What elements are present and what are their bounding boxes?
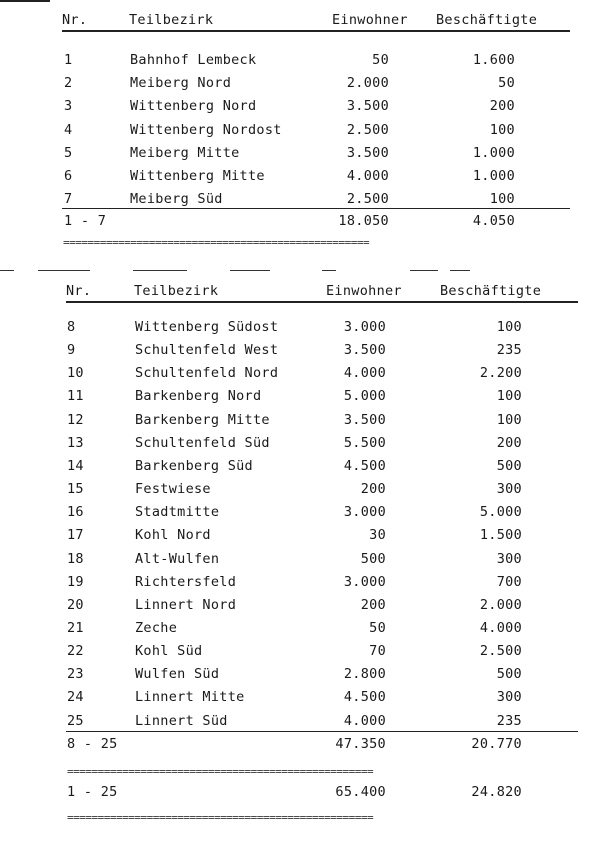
row-einwohner: 4.000 bbox=[346, 168, 389, 184]
row-nr: 22 bbox=[67, 643, 84, 660]
row-beschaeftigte: 5.000 bbox=[479, 504, 522, 521]
row-nr: 24 bbox=[67, 689, 84, 706]
table-row bbox=[0, 666, 600, 686]
row-beschaeftigte: 300 bbox=[496, 689, 522, 706]
row-beschaeftigte: 235 bbox=[496, 342, 522, 359]
row-beschaeftigte: 2.000 bbox=[479, 596, 522, 613]
row-einwohner: 200 bbox=[360, 481, 386, 498]
grand-total-beschaeftigte: 24.820 bbox=[471, 784, 522, 800]
row-teilbezirk: Meiberg Nord bbox=[130, 75, 232, 92]
row-nr: 17 bbox=[67, 527, 84, 544]
row-einwohner: 5.000 bbox=[343, 388, 386, 405]
subtotal-rule-2 bbox=[66, 731, 578, 732]
subtotal-label: 1 - 7 bbox=[64, 213, 107, 229]
row-beschaeftigte: 100 bbox=[496, 319, 522, 335]
table-row bbox=[0, 597, 600, 617]
subtotal-row-2 bbox=[0, 736, 600, 756]
row-einwohner: 3.000 bbox=[343, 504, 386, 521]
row-einwohner: 2.500 bbox=[346, 121, 389, 138]
table-row bbox=[0, 551, 600, 571]
row-teilbezirk: Zeche bbox=[135, 619, 178, 636]
row-einwohner: 3.000 bbox=[343, 319, 386, 335]
row-beschaeftigte: 1.000 bbox=[472, 144, 515, 161]
row-nr: 21 bbox=[67, 619, 84, 636]
row-einwohner: 2.800 bbox=[343, 666, 386, 683]
row-beschaeftigte: 100 bbox=[489, 191, 515, 208]
row-einwohner: 200 bbox=[360, 596, 386, 613]
grand-total-einwohner: 65.400 bbox=[335, 784, 386, 800]
row-einwohner: 2.000 bbox=[346, 75, 389, 92]
subtotal-beschaeftigte: 20.770 bbox=[471, 736, 522, 752]
row-nr: 7 bbox=[64, 191, 73, 208]
row-nr: 18 bbox=[67, 550, 84, 567]
row-nr: 8 bbox=[67, 319, 76, 335]
row-nr: 13 bbox=[67, 434, 84, 451]
row-nr: 15 bbox=[67, 481, 84, 498]
header-teilbezirk: Teilbezirk bbox=[129, 12, 214, 28]
row-teilbezirk: Meiberg Süd bbox=[130, 191, 223, 208]
row-beschaeftigte: 100 bbox=[496, 411, 522, 428]
row-nr: 23 bbox=[67, 666, 84, 683]
row-einwohner: 4.500 bbox=[343, 689, 386, 706]
row-nr: 14 bbox=[67, 457, 84, 474]
row-einwohner: 50 bbox=[369, 619, 386, 636]
row-nr: 25 bbox=[67, 712, 84, 729]
row-einwohner: 3.500 bbox=[346, 144, 389, 161]
row-einwohner: 3.500 bbox=[343, 411, 386, 428]
row-teilbezirk: Kohl Süd bbox=[135, 643, 203, 660]
subtotal-einwohner: 47.350 bbox=[335, 736, 386, 752]
grand-total-label: 1 - 25 bbox=[67, 784, 118, 800]
row-einwohner: 4.000 bbox=[343, 712, 386, 729]
row-einwohner: 3.500 bbox=[343, 342, 386, 359]
table-row bbox=[0, 435, 600, 455]
row-einwohner: 500 bbox=[360, 550, 386, 567]
table-row bbox=[0, 689, 600, 709]
row-einwohner: 30 bbox=[369, 527, 386, 544]
table-row bbox=[0, 365, 600, 385]
row-teilbezirk: Wittenberg Nordost bbox=[130, 121, 282, 138]
grand-total-row bbox=[0, 784, 600, 804]
row-nr: 3 bbox=[64, 98, 73, 115]
row-beschaeftigte: 1.500 bbox=[479, 527, 522, 544]
row-nr: 20 bbox=[67, 596, 84, 613]
row-beschaeftigte: 4.000 bbox=[479, 619, 522, 636]
subtotal-einwohner: 18.050 bbox=[338, 213, 389, 229]
row-teilbezirk: Bahnhof Lembeck bbox=[130, 52, 257, 68]
header-nr: Nr. bbox=[66, 283, 92, 299]
row-nr: 4 bbox=[64, 121, 73, 138]
row-teilbezirk: Alt-Wulfen bbox=[135, 550, 220, 567]
row-nr: 11 bbox=[67, 388, 84, 405]
subtotal-label: 8 - 25 bbox=[67, 736, 118, 752]
row-beschaeftigte: 200 bbox=[489, 98, 515, 115]
row-beschaeftigte: 1.600 bbox=[472, 52, 515, 68]
row-teilbezirk: Festwiese bbox=[135, 481, 211, 498]
row-nr: 5 bbox=[64, 144, 73, 161]
row-teilbezirk: Kohl Nord bbox=[135, 527, 211, 544]
row-nr: 16 bbox=[67, 504, 84, 521]
row-einwohner: 2.500 bbox=[346, 191, 389, 208]
table-row bbox=[0, 412, 600, 432]
header-einwohner: Einwohner bbox=[326, 283, 402, 299]
row-einwohner: 70 bbox=[369, 643, 386, 660]
row-einwohner: 50 bbox=[372, 52, 389, 68]
row-beschaeftigte: 100 bbox=[489, 121, 515, 138]
subtotal-beschaeftigte: 4.050 bbox=[472, 213, 515, 229]
double-rule-2: ================================================== bbox=[67, 765, 374, 778]
double-rule-1: ================================================== bbox=[63, 236, 370, 249]
row-einwohner: 4.500 bbox=[343, 457, 386, 474]
row-einwohner: 5.500 bbox=[343, 434, 386, 451]
table-row bbox=[0, 527, 600, 547]
row-beschaeftigte: 50 bbox=[498, 75, 515, 92]
row-teilbezirk: Meiberg Mitte bbox=[130, 144, 240, 161]
row-teilbezirk: Schultenfeld West bbox=[135, 342, 279, 359]
row-nr: 2 bbox=[64, 75, 73, 92]
table-row bbox=[0, 504, 600, 524]
row-teilbezirk: Linnert Nord bbox=[135, 596, 237, 613]
table-row bbox=[0, 643, 600, 663]
table-row bbox=[0, 713, 600, 733]
row-teilbezirk: Wulfen Süd bbox=[135, 666, 220, 683]
header-nr: Nr. bbox=[62, 12, 88, 28]
row-beschaeftigte: 100 bbox=[496, 388, 522, 405]
header-beschaeftigte: Beschäftigte bbox=[436, 12, 538, 28]
table-row bbox=[0, 458, 600, 478]
row-teilbezirk: Linnert Mitte bbox=[135, 689, 245, 706]
header-teilbezirk: Teilbezirk bbox=[134, 283, 219, 299]
row-teilbezirk: Wittenberg Nord bbox=[130, 98, 257, 115]
table-row bbox=[0, 574, 600, 594]
table-row bbox=[0, 342, 600, 362]
row-nr: 1 bbox=[64, 52, 73, 68]
row-einwohner: 3.500 bbox=[346, 98, 389, 115]
table-row bbox=[0, 481, 600, 501]
row-beschaeftigte: 500 bbox=[496, 457, 522, 474]
row-einwohner: 3.000 bbox=[343, 573, 386, 590]
row-nr: 12 bbox=[67, 411, 84, 428]
row-teilbezirk: Barkenberg Mitte bbox=[135, 411, 270, 428]
row-beschaeftigte: 235 bbox=[496, 712, 522, 729]
row-nr: 19 bbox=[67, 573, 84, 590]
row-teilbezirk: Richtersfeld bbox=[135, 573, 237, 590]
table-row bbox=[0, 388, 600, 408]
table-2-header bbox=[66, 283, 578, 303]
row-teilbezirk: Barkenberg Süd bbox=[135, 457, 253, 474]
header-einwohner: Einwohner bbox=[332, 12, 408, 28]
double-rule-3: ================================================== bbox=[67, 811, 374, 824]
header-beschaeftigte: Beschäftigte bbox=[440, 283, 542, 299]
row-einwohner: 4.000 bbox=[343, 365, 386, 382]
row-teilbezirk: Wittenberg Südost bbox=[135, 319, 279, 335]
row-beschaeftigte: 700 bbox=[496, 573, 522, 590]
table-row bbox=[0, 319, 600, 339]
row-nr: 10 bbox=[67, 365, 84, 382]
row-teilbezirk: Barkenberg Nord bbox=[135, 388, 262, 405]
row-nr: 9 bbox=[67, 342, 76, 359]
row-teilbezirk: Stadtmitte bbox=[135, 504, 220, 521]
row-beschaeftigte: 1.000 bbox=[472, 168, 515, 184]
row-beschaeftigte: 200 bbox=[496, 434, 522, 451]
row-beschaeftigte: 2.200 bbox=[479, 365, 522, 382]
row-teilbezirk: Linnert Süd bbox=[135, 712, 228, 729]
row-beschaeftigte: 500 bbox=[496, 666, 522, 683]
row-teilbezirk: Wittenberg Mitte bbox=[130, 168, 265, 184]
row-nr: 6 bbox=[64, 168, 73, 184]
row-teilbezirk: Schultenfeld Nord bbox=[135, 365, 279, 382]
row-beschaeftigte: 2.500 bbox=[479, 643, 522, 660]
row-teilbezirk: Schultenfeld Süd bbox=[135, 434, 270, 451]
row-beschaeftigte: 300 bbox=[496, 481, 522, 498]
table-row bbox=[0, 620, 600, 640]
row-beschaeftigte: 300 bbox=[496, 550, 522, 567]
